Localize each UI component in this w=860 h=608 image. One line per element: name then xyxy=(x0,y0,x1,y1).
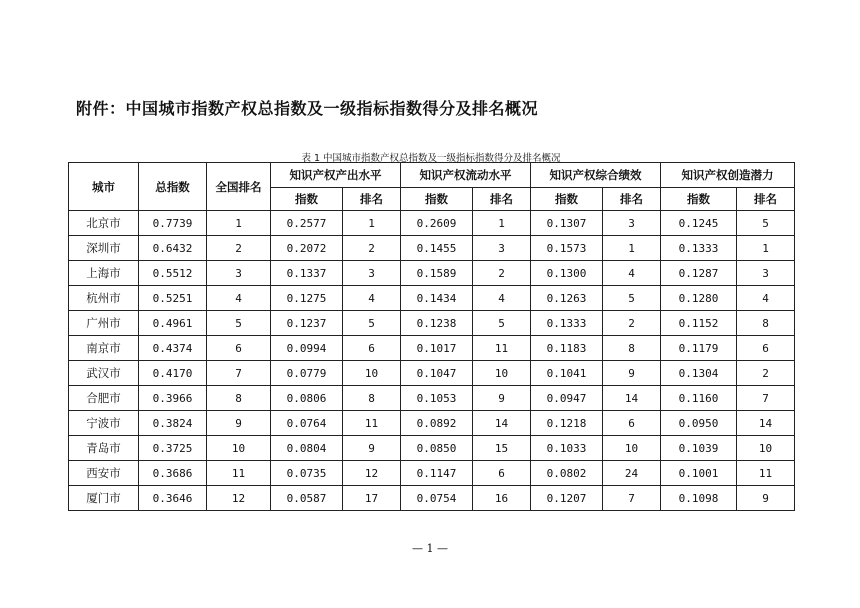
cell-potential-rank: 4 xyxy=(737,286,795,311)
table-caption: 表 1 中国城市指数产权总指数及一级指标指数得分及排名概况 xyxy=(301,153,561,164)
cell-total-index: 0.5251 xyxy=(139,286,207,311)
cell-potential-rank: 7 xyxy=(737,386,795,411)
subheader-index: 指数 xyxy=(531,188,603,211)
cell-national-rank: 3 xyxy=(207,261,271,286)
cell-output-index: 0.0994 xyxy=(271,336,343,361)
subheader-index: 指数 xyxy=(401,188,473,211)
cell-performance-index: 0.1573 xyxy=(531,236,603,261)
cell-output-index: 0.1237 xyxy=(271,311,343,336)
cell-national-rank: 4 xyxy=(207,286,271,311)
cell-potential-index: 0.1304 xyxy=(661,361,737,386)
cell-potential-rank: 2 xyxy=(737,361,795,386)
cell-national-rank: 5 xyxy=(207,311,271,336)
cell-total-index: 0.5512 xyxy=(139,261,207,286)
cell-potential-index: 0.1152 xyxy=(661,311,737,336)
header-group-performance: 知识产权综合绩效 xyxy=(531,163,661,188)
table-row xyxy=(69,261,795,286)
cell-flow-index: 0.1053 xyxy=(401,386,473,411)
subheader-index: 指数 xyxy=(271,188,343,211)
cell-output-index: 0.0735 xyxy=(271,461,343,486)
cell-potential-rank: 14 xyxy=(737,411,795,436)
cell-output-rank: 1 xyxy=(343,211,401,236)
cell-potential-index: 0.1287 xyxy=(661,261,737,286)
cell-performance-index: 0.1333 xyxy=(531,311,603,336)
table-row xyxy=(69,436,795,461)
table-row xyxy=(69,361,795,386)
cell-flow-index: 0.2609 xyxy=(401,211,473,236)
cell-output-index: 0.0587 xyxy=(271,486,343,511)
cell-total-index: 0.4170 xyxy=(139,361,207,386)
cell-performance-index: 0.1207 xyxy=(531,486,603,511)
cell-performance-rank: 7 xyxy=(603,486,661,511)
cell-potential-index: 0.1333 xyxy=(661,236,737,261)
cell-performance-rank: 10 xyxy=(603,436,661,461)
cell-national-rank: 7 xyxy=(207,361,271,386)
cell-city: 南京市 xyxy=(69,336,139,361)
cell-performance-index: 0.1183 xyxy=(531,336,603,361)
table-body xyxy=(69,211,795,511)
cell-total-index: 0.4374 xyxy=(139,336,207,361)
table-row xyxy=(69,211,795,236)
cell-flow-rank: 10 xyxy=(473,361,531,386)
cell-output-index: 0.0779 xyxy=(271,361,343,386)
header-total-index: 总指数 xyxy=(139,163,207,211)
cell-potential-index: 0.1001 xyxy=(661,461,737,486)
cell-output-rank: 11 xyxy=(343,411,401,436)
subheader-rank: 排名 xyxy=(603,188,661,211)
cell-output-rank: 8 xyxy=(343,386,401,411)
cell-potential-index: 0.1160 xyxy=(661,386,737,411)
cell-output-rank: 2 xyxy=(343,236,401,261)
cell-output-rank: 10 xyxy=(343,361,401,386)
cell-flow-index: 0.1238 xyxy=(401,311,473,336)
cell-national-rank: 2 xyxy=(207,236,271,261)
cell-flow-rank: 5 xyxy=(473,311,531,336)
cell-flow-index: 0.1047 xyxy=(401,361,473,386)
cell-output-index: 0.0804 xyxy=(271,436,343,461)
cell-total-index: 0.3686 xyxy=(139,461,207,486)
cell-total-index: 0.3824 xyxy=(139,411,207,436)
cell-flow-rank: 16 xyxy=(473,486,531,511)
cell-potential-rank: 1 xyxy=(737,236,795,261)
cell-total-index: 0.3646 xyxy=(139,486,207,511)
cell-output-rank: 5 xyxy=(343,311,401,336)
cell-potential-rank: 6 xyxy=(737,336,795,361)
cell-total-index: 0.4961 xyxy=(139,311,207,336)
cell-output-index: 0.1275 xyxy=(271,286,343,311)
cell-potential-rank: 3 xyxy=(737,261,795,286)
cell-flow-rank: 2 xyxy=(473,261,531,286)
cell-output-rank: 6 xyxy=(343,336,401,361)
table-row xyxy=(69,386,795,411)
cell-total-index: 0.6432 xyxy=(139,236,207,261)
cell-performance-rank: 4 xyxy=(603,261,661,286)
header-group-output: 知识产权产出水平 xyxy=(271,163,401,188)
cell-potential-rank: 9 xyxy=(737,486,795,511)
city-ip-index-table xyxy=(68,162,795,511)
cell-output-rank: 12 xyxy=(343,461,401,486)
cell-national-rank: 8 xyxy=(207,386,271,411)
cell-flow-index: 0.0754 xyxy=(401,486,473,511)
cell-flow-rank: 14 xyxy=(473,411,531,436)
cell-performance-rank: 8 xyxy=(603,336,661,361)
cell-output-index: 0.2072 xyxy=(271,236,343,261)
cell-flow-index: 0.0892 xyxy=(401,411,473,436)
page-number: — 1 — xyxy=(412,542,448,555)
table-row xyxy=(69,411,795,436)
cell-flow-rank: 1 xyxy=(473,211,531,236)
cell-flow-rank: 11 xyxy=(473,336,531,361)
subheader-rank: 排名 xyxy=(737,188,795,211)
cell-national-rank: 9 xyxy=(207,411,271,436)
cell-output-index: 0.1337 xyxy=(271,261,343,286)
cell-performance-rank: 5 xyxy=(603,286,661,311)
cell-city: 北京市 xyxy=(69,211,139,236)
cell-total-index: 0.3966 xyxy=(139,386,207,411)
cell-performance-index: 0.1041 xyxy=(531,361,603,386)
cell-total-index: 0.3725 xyxy=(139,436,207,461)
subheader-index: 指数 xyxy=(661,188,737,211)
cell-performance-rank: 24 xyxy=(603,461,661,486)
header-group-potential: 知识产权创造潜力 xyxy=(661,163,795,188)
cell-national-rank: 11 xyxy=(207,461,271,486)
page-heading: 附件：中国城市指数产权总指数及一级指标指数得分及排名概况 xyxy=(76,99,539,118)
cell-city: 上海市 xyxy=(69,261,139,286)
cell-performance-index: 0.1300 xyxy=(531,261,603,286)
cell-flow-index: 0.1147 xyxy=(401,461,473,486)
cell-performance-rank: 6 xyxy=(603,411,661,436)
cell-flow-rank: 15 xyxy=(473,436,531,461)
cell-city: 深圳市 xyxy=(69,236,139,261)
header-city: 城市 xyxy=(69,163,139,211)
cell-city: 杭州市 xyxy=(69,286,139,311)
cell-city: 厦门市 xyxy=(69,486,139,511)
cell-potential-index: 0.1039 xyxy=(661,436,737,461)
cell-potential-rank: 8 xyxy=(737,311,795,336)
cell-output-rank: 9 xyxy=(343,436,401,461)
cell-output-rank: 3 xyxy=(343,261,401,286)
cell-national-rank: 6 xyxy=(207,336,271,361)
cell-national-rank: 10 xyxy=(207,436,271,461)
cell-potential-index: 0.1280 xyxy=(661,286,737,311)
subheader-rank: 排名 xyxy=(343,188,401,211)
cell-flow-rank: 4 xyxy=(473,286,531,311)
cell-city: 合肥市 xyxy=(69,386,139,411)
cell-performance-index: 0.1263 xyxy=(531,286,603,311)
cell-city: 武汉市 xyxy=(69,361,139,386)
header-national-rank: 全国排名 xyxy=(207,163,271,211)
cell-city: 宁波市 xyxy=(69,411,139,436)
cell-total-index: 0.7739 xyxy=(139,211,207,236)
cell-potential-index: 0.1245 xyxy=(661,211,737,236)
cell-output-index: 0.0764 xyxy=(271,411,343,436)
cell-flow-index: 0.0850 xyxy=(401,436,473,461)
cell-potential-index: 0.1098 xyxy=(661,486,737,511)
cell-performance-rank: 2 xyxy=(603,311,661,336)
cell-flow-index: 0.1589 xyxy=(401,261,473,286)
cell-flow-rank: 6 xyxy=(473,461,531,486)
cell-flow-rank: 9 xyxy=(473,386,531,411)
cell-flow-index: 0.1017 xyxy=(401,336,473,361)
cell-potential-index: 0.1179 xyxy=(661,336,737,361)
cell-performance-index: 0.0802 xyxy=(531,461,603,486)
cell-performance-index: 0.0947 xyxy=(531,386,603,411)
cell-output-index: 0.0806 xyxy=(271,386,343,411)
table-row xyxy=(69,486,795,511)
cell-performance-rank: 14 xyxy=(603,386,661,411)
table-row xyxy=(69,286,795,311)
cell-flow-rank: 3 xyxy=(473,236,531,261)
cell-potential-rank: 5 xyxy=(737,211,795,236)
cell-performance-index: 0.1033 xyxy=(531,436,603,461)
cell-city: 广州市 xyxy=(69,311,139,336)
cell-output-rank: 17 xyxy=(343,486,401,511)
cell-potential-rank: 10 xyxy=(737,436,795,461)
cell-city: 西安市 xyxy=(69,461,139,486)
table-row xyxy=(69,236,795,261)
cell-performance-index: 0.1307 xyxy=(531,211,603,236)
cell-flow-index: 0.1434 xyxy=(401,286,473,311)
cell-performance-rank: 3 xyxy=(603,211,661,236)
cell-potential-rank: 11 xyxy=(737,461,795,486)
cell-performance-rank: 9 xyxy=(603,361,661,386)
cell-flow-index: 0.1455 xyxy=(401,236,473,261)
table-row xyxy=(69,461,795,486)
cell-national-rank: 12 xyxy=(207,486,271,511)
cell-output-rank: 4 xyxy=(343,286,401,311)
cell-city: 青岛市 xyxy=(69,436,139,461)
header-group-flow: 知识产权流动水平 xyxy=(401,163,531,188)
cell-performance-rank: 1 xyxy=(603,236,661,261)
table-row xyxy=(69,311,795,336)
cell-output-index: 0.2577 xyxy=(271,211,343,236)
subheader-rank: 排名 xyxy=(473,188,531,211)
cell-potential-index: 0.0950 xyxy=(661,411,737,436)
cell-national-rank: 1 xyxy=(207,211,271,236)
table-row xyxy=(69,336,795,361)
cell-performance-index: 0.1218 xyxy=(531,411,603,436)
